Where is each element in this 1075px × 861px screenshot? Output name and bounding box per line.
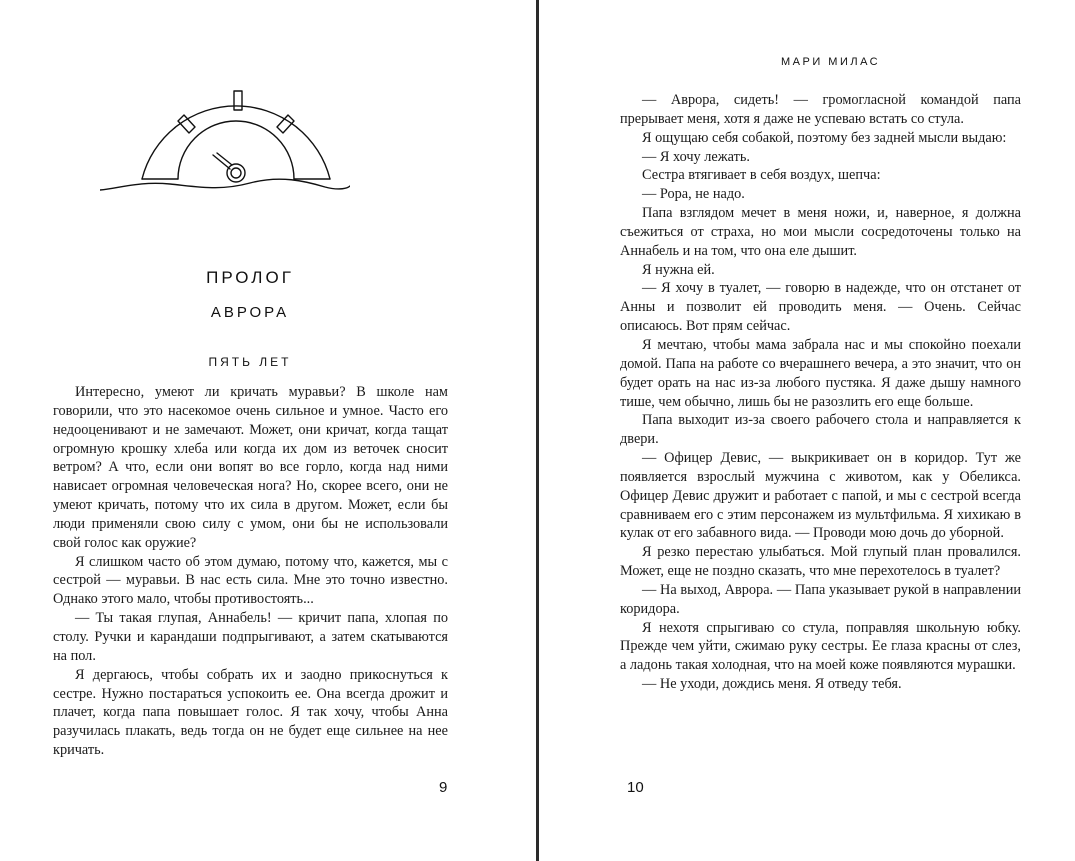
chapter-subtitle: ПЯТЬ ЛЕТ (208, 355, 292, 369)
paragraph: — Я хочу в туалет, — говорю в надежде, что он отстанет от Анны и позволит ей проводить меня. — Очень. Сейчас описаюсь. Вот прям сейчас. (620, 280, 1021, 335)
paragraph: Я мечтаю, чтобы мама забрала нас и мы спокойно поехали домой. Папа на работе со вчерашнего вечера, а это значит, что он будет орать на нас из-за любого пустяка. Я даже дышу намного тише, чем обычно, лишь бы не разозлить его еще больше. (620, 336, 1021, 410)
paragraph: Я слишком часто об этом думаю, потому что, кажется, мы с сестрой — муравьи. В нас есть сила. Мне это точно известно. Однако этого мало, чтобы противостоять... (53, 553, 448, 608)
paragraph: Я нехотя спрыгиваю со стула, поправляя школьную юбку. Прежде чем уйти, сжимаю руку сестры. Ее глаза красны от слез, а ладонь такая холодная, что на моей коже появляются мурашки. (620, 619, 1021, 674)
right-page-body (620, 91, 1021, 694)
paragraph: — Рора, не надо. (642, 186, 745, 203)
left-page (0, 0, 536, 861)
paragraph: — Ты такая глупая, Аннабель! — кричит папа, хлопая по столу. Ручки и карандаши подпрыгивают, а затем скатываются на пол. (53, 610, 448, 664)
right-page (539, 0, 1075, 861)
chapter-narrator: АВРОРА (210, 304, 290, 321)
gauge-emblem-icon (100, 85, 350, 205)
left-page-body (53, 383, 448, 760)
page-number: 10 (627, 779, 644, 796)
paragraph: Интересно, умеют ли кричать муравьи? В школе нам говорили, что это насекомое очень сильное и умное. Часто его недооценивают и не замечают. Может, они кричат, когда тащат огромную крошку хлеба или когда их дом из веточек сносит ветром? А что, если они вопят во все горло, когда над ними нависает огромная человеческая нога? Но, скорее всего, они не умеют кричать, потому что их сила в другом. Может, если бы люди применяли свою силу с умом, они бы не использовали свой голос как оружие? (53, 384, 448, 551)
page-number: 9 (439, 779, 448, 796)
paragraph: Я резко перестаю улыбаться. Мой глупый план провалился. Может, еще не поздно сказать, что мне перехотелось в туалет? (620, 544, 1021, 580)
paragraph: Сестра втягивает в себя воздух, шепча: (642, 167, 881, 184)
paragraph: Я ощущаю себя собакой, поэтому без задней мысли выдаю: (642, 129, 1007, 146)
paragraph: Я дергаюсь, чтобы собрать их и заодно прикоснуться к сестре. Нужно постараться успокоить ее. Она всегда дрожит и плачет, когда папа повышает голос. Я так хочу, чтобы Анна разучилась плакать, ведь тогда он не будет еще сильнее на нее кричать. (53, 666, 448, 759)
paragraph: — Аврора, сидеть! — громогласной командой папа прерывает меня, хотя я даже не успеваю встать со стула. (620, 92, 1021, 127)
paragraph: — Офицер Девис, — выкрикивает он в коридор. Тут же появляется взрослый мужчина с животом, как у Обеликса. Офицер Девис дружит и работает с папой, и мы с сестрой всегда сравниваем его с этим персонажем из мультфильма. Я хихикаю в кулак от его забавного вида. — Проводи мою дочь до уборной. (620, 450, 1021, 542)
chapter-title: ПРОЛОГ (206, 268, 294, 287)
paragraph: — Не уходи, дождись меня. Я отведу тебя. (642, 676, 902, 693)
paragraph: Папа взглядом мечет в меня ножи, и, наверное, я должна съежиться от страха, но мои мысли сосредоточены только на Аннабель и на том, что она еле дышит. (620, 205, 1021, 259)
paragraph: — Я хочу лежать. (642, 148, 750, 165)
paragraph: — На выход, Аврора. — Папа указывает рукой в направлении коридора. (620, 581, 1021, 617)
paragraph: Папа выходит из-за своего рабочего стола и направляется к двери. (620, 412, 1021, 448)
running-header-author: МАРИ МИЛАС (781, 56, 881, 68)
paragraph: Я нужна ей. (642, 261, 715, 278)
